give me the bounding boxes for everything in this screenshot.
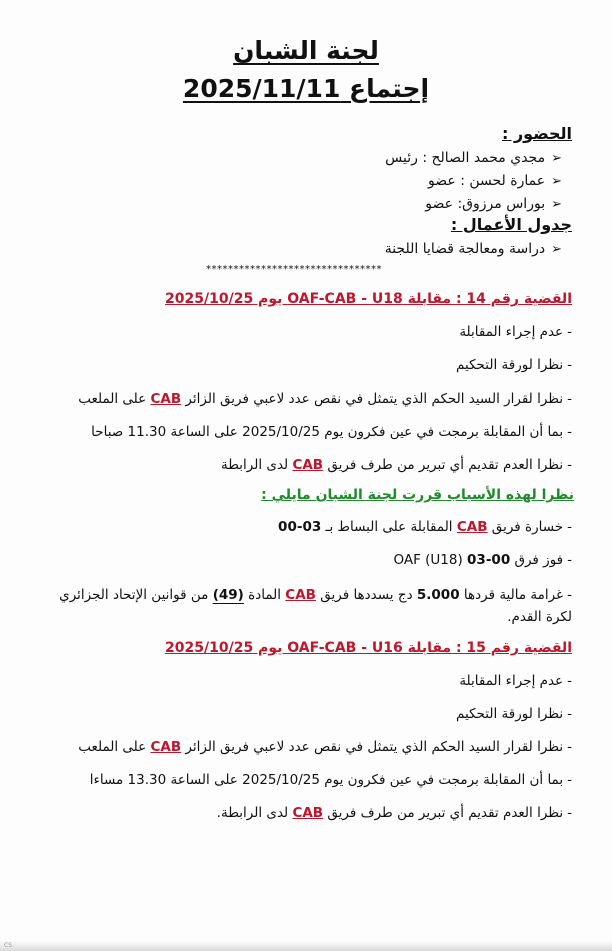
- case-14-fact-3: -نظرا لقرار السيد الحكم الذي يتمثل في نقص عدد لاعبي فريق الزائر CAB على الملعب: [78, 391, 572, 407]
- fact-text: نظرا لقرار السيد الحكم الذي يتمثل في نقص عدد لاعبي فريق الزائر CAB على الملعب: [78, 391, 564, 407]
- arrow-bullet-icon: ➢: [551, 174, 562, 189]
- decision-3: -غرامة مالية قردها 5.000 دج يسددها فريق CAB المادة (49) من قوانين الإتحاد الجزائري لكرة القدم.: [59, 587, 572, 625]
- arrow-bullet-icon: ➢: [551, 197, 562, 212]
- agenda-heading: جدول الأعمال :: [450, 215, 572, 234]
- decision-2: -فوز فرق OAF (U18) 03-00: [393, 552, 572, 568]
- case-15-fact-5: -نظرا العدم تقديم أي تبرير من طرف فريق CAB لدى الرابطة.: [216, 805, 572, 821]
- fact-text: نظرا لقرار السيد الحكم الذي يتمثل في نقص عدد لاعبي فريق الزائر CAB على الملعب: [78, 739, 564, 755]
- committee-title: لجنة الشبان: [233, 36, 379, 65]
- attendee-1: [385, 150, 562, 166]
- case-14-fact-1: -عدم إجراء المقابلة: [459, 324, 572, 340]
- attendance-heading: الحضور :: [502, 124, 572, 143]
- attendee-text: عمارة لحسن : عضو: [428, 173, 546, 189]
- agenda-item-text: دراسة ومعالجة قضايا اللجنة: [384, 241, 546, 257]
- arrow-bullet-icon: ➢: [551, 151, 562, 166]
- decision-text: فوز فرق OAF (U18) 03-00: [393, 552, 564, 568]
- attendee-text: بوراس مرزوق: عضو: [425, 196, 546, 212]
- case-14-title: القضية رقم 14 : مقابلة OAF-CAB - U18 يوم 2025/10/25: [165, 291, 572, 307]
- separator: ********************************: [206, 264, 382, 275]
- page-edge: [0, 941, 612, 951]
- fact-text: نظرا لورقة التحكيم: [456, 357, 564, 373]
- fact-text: بما أن المقابلة برمجت في عين فكرون يوم 2025/10/25 على الساعة 11.30 صباحا: [91, 424, 564, 440]
- scanner-watermark: CS: [4, 942, 12, 949]
- meeting-title: إجتماع 2025/11/11: [182, 74, 430, 103]
- fact-text: بما أن المقابلة برمجت في عين فكرون يوم 2025/10/25 على الساعة 13.30 مساءا: [89, 772, 564, 788]
- fact-text: نظرا العدم تقديم أي تبرير من طرف فريق CAB لدى الرابطة.: [216, 805, 564, 821]
- case-14-fact-5: -نظرا العدم تقديم أي تبرير من طرف فريق CAB لدى الرابطة: [220, 457, 572, 473]
- fact-text: نظرا العدم تقديم أي تبرير من طرف فريق CAB لدى الرابطة: [220, 457, 564, 473]
- fact-text: عدم إجراء المقابلة: [459, 673, 564, 689]
- case-14-fact-2: -نظرا لورقة التحكيم: [456, 357, 572, 373]
- case-14-fact-4: -بما أن المقابلة برمجت في عين فكرون يوم 2025/10/25 على الساعة 11.30 صباحا: [91, 424, 572, 440]
- fact-text: نظرا لورقة التحكيم: [456, 706, 564, 722]
- decision-1: -خسارة فريق CAB المقابلة على البساط بـ 03-00: [278, 519, 572, 535]
- decision-text: غرامة مالية قردها 5.000 دج يسددها فريق CAB المادة (49) من قوانين الإتحاد الجزائري لكرة القدم.: [59, 587, 572, 625]
- attendee-2: [428, 173, 562, 189]
- case-15-fact-3: -نظرا لقرار السيد الحكم الذي يتمثل في نقص عدد لاعبي فريق الزائر CAB على الملعب: [78, 739, 572, 755]
- case-15-fact-1: -عدم إجراء المقابلة: [459, 673, 572, 689]
- decision-text: خسارة فريق CAB المقابلة على البساط بـ 03-00: [278, 519, 564, 535]
- attendee-text: مجدي محمد الصالح : رئيس: [385, 150, 546, 166]
- case-15-title: القضية رقم 15 : مقابلة OAF-CAB - U16 يوم 2025/10/25: [165, 640, 572, 656]
- fact-text: عدم إجراء المقابلة: [459, 324, 564, 340]
- attendee-3: [425, 196, 562, 212]
- arrow-bullet-icon: ➢: [551, 242, 562, 257]
- case-15-fact-4: -بما أن المقابلة برمجت في عين فكرون يوم 2025/10/25 على الساعة 13.30 مساءا: [89, 772, 572, 788]
- decision-title: نظرا لهذه الأسباب قررت لجنة الشبان مايلي :: [261, 487, 574, 503]
- case-15-fact-2: -نظرا لورقة التحكيم: [456, 706, 572, 722]
- agenda-item: [385, 241, 562, 257]
